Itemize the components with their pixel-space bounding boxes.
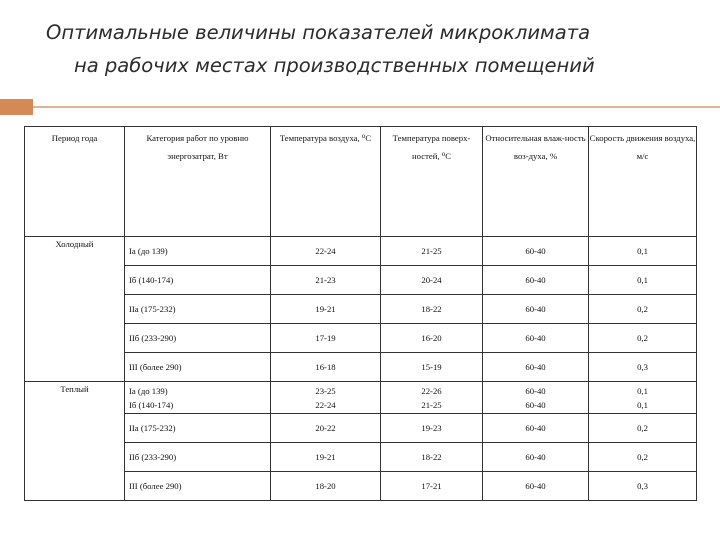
air-speed-cell: 0,2 (589, 414, 697, 443)
accent-divider (33, 106, 720, 108)
air-speed-cell: 0,2 (589, 324, 697, 353)
category-cell: Iб (140-174) (125, 266, 271, 295)
category-cell: IIб (233-290) (125, 443, 271, 472)
air-temperature-cell: 22-24 (271, 237, 381, 266)
table-row (25, 443, 697, 472)
air-speed-cell: 0,3 (589, 472, 697, 501)
surface-temperature-cell: 21-25 (381, 237, 483, 266)
surface-temperature-line: 21-25 (421, 399, 442, 410)
microclimate-table (24, 126, 697, 501)
period-cell: Теплый (25, 382, 125, 501)
humidity-cell: 60-40 (483, 324, 589, 353)
table-row (25, 266, 697, 295)
category-cell: Iа (до 139) (125, 237, 271, 266)
slide-title-line-2: на рабочих местах производственных помещений (74, 54, 595, 77)
table-row (25, 295, 697, 324)
category-cell: IIб (233-290) (125, 324, 271, 353)
air-temperature-line: 23-25 (315, 385, 336, 396)
table-row (25, 414, 697, 443)
category-line: Iб (140-174) (129, 399, 174, 410)
humidity-cell: 60-40 (483, 266, 589, 295)
header-air-speed: Скорость движения воздуха, м/с (589, 127, 697, 237)
air-speed-cell: 0,2 (589, 443, 697, 472)
table-row (25, 382, 697, 414)
air-temperature-cell: 19-21 (271, 295, 381, 324)
air-speed-cell: 0,1 (589, 266, 697, 295)
category-cell: III (более 290) (125, 472, 271, 501)
air-temperature-cell: 17-19 (271, 324, 381, 353)
category-cell: III (более 290) (125, 353, 271, 382)
air-temperature-cell: 19-21 (271, 443, 381, 472)
air-temperature-line: 22-24 (315, 399, 336, 410)
table-row (25, 237, 697, 266)
air-temperature-cell: 21-23 (271, 266, 381, 295)
header-air-temperature: Температура воздуха, ⁰С (271, 127, 381, 237)
air-speed-cell (589, 382, 697, 414)
header-period: Период года (25, 127, 125, 237)
category-cell (125, 382, 271, 414)
humidity-cell (483, 382, 589, 414)
slide-title-line-1: Оптимальные величины показателей микроклимата (46, 21, 591, 44)
surface-temperature-cell: 18-22 (381, 295, 483, 324)
air-speed-cell: 0,3 (589, 353, 697, 382)
surface-temperature-cell (381, 382, 483, 414)
air-speed-cell: 0,1 (589, 237, 697, 266)
header-humidity: Относительная влаж-ность воз-духа, % (483, 127, 589, 237)
table-row (25, 353, 697, 382)
humidity-line: 60-40 (525, 385, 546, 396)
humidity-cell: 60-40 (483, 295, 589, 324)
humidity-cell: 60-40 (483, 472, 589, 501)
air-temperature-cell (271, 382, 381, 414)
air-temperature-cell: 16-18 (271, 353, 381, 382)
humidity-cell: 60-40 (483, 443, 589, 472)
surface-temperature-cell: 20-24 (381, 266, 483, 295)
category-cell: IIа (175-232) (125, 295, 271, 324)
accent-block (0, 99, 33, 115)
header-category: Категория работ по уровню энергозатрат, Вт (125, 127, 271, 237)
humidity-cell: 60-40 (483, 353, 589, 382)
humidity-cell: 60-40 (483, 414, 589, 443)
surface-temperature-cell: 17-21 (381, 472, 483, 501)
humidity-line: 60-40 (525, 399, 546, 410)
air-speed-cell: 0,2 (589, 295, 697, 324)
period-cell: Холодный (25, 237, 125, 382)
slide-title (0, 16, 720, 82)
header-surface-temperature: Температура поверх-ностей, ⁰С (381, 127, 483, 237)
table-row (25, 472, 697, 501)
surface-temperature-cell: 19-23 (381, 414, 483, 443)
category-cell: IIа (175-232) (125, 414, 271, 443)
surface-temperature-cell: 18-22 (381, 443, 483, 472)
air-speed-line: 0,1 (637, 385, 648, 396)
humidity-cell: 60-40 (483, 237, 589, 266)
air-speed-line: 0,1 (637, 399, 648, 410)
category-line: Iа (до 139) (129, 385, 168, 396)
surface-temperature-cell: 15-19 (381, 353, 483, 382)
surface-temperature-line: 22-26 (421, 385, 442, 396)
table-row (25, 324, 697, 353)
surface-temperature-cell: 16-20 (381, 324, 483, 353)
air-temperature-cell: 20-22 (271, 414, 381, 443)
air-temperature-cell: 18-20 (271, 472, 381, 501)
